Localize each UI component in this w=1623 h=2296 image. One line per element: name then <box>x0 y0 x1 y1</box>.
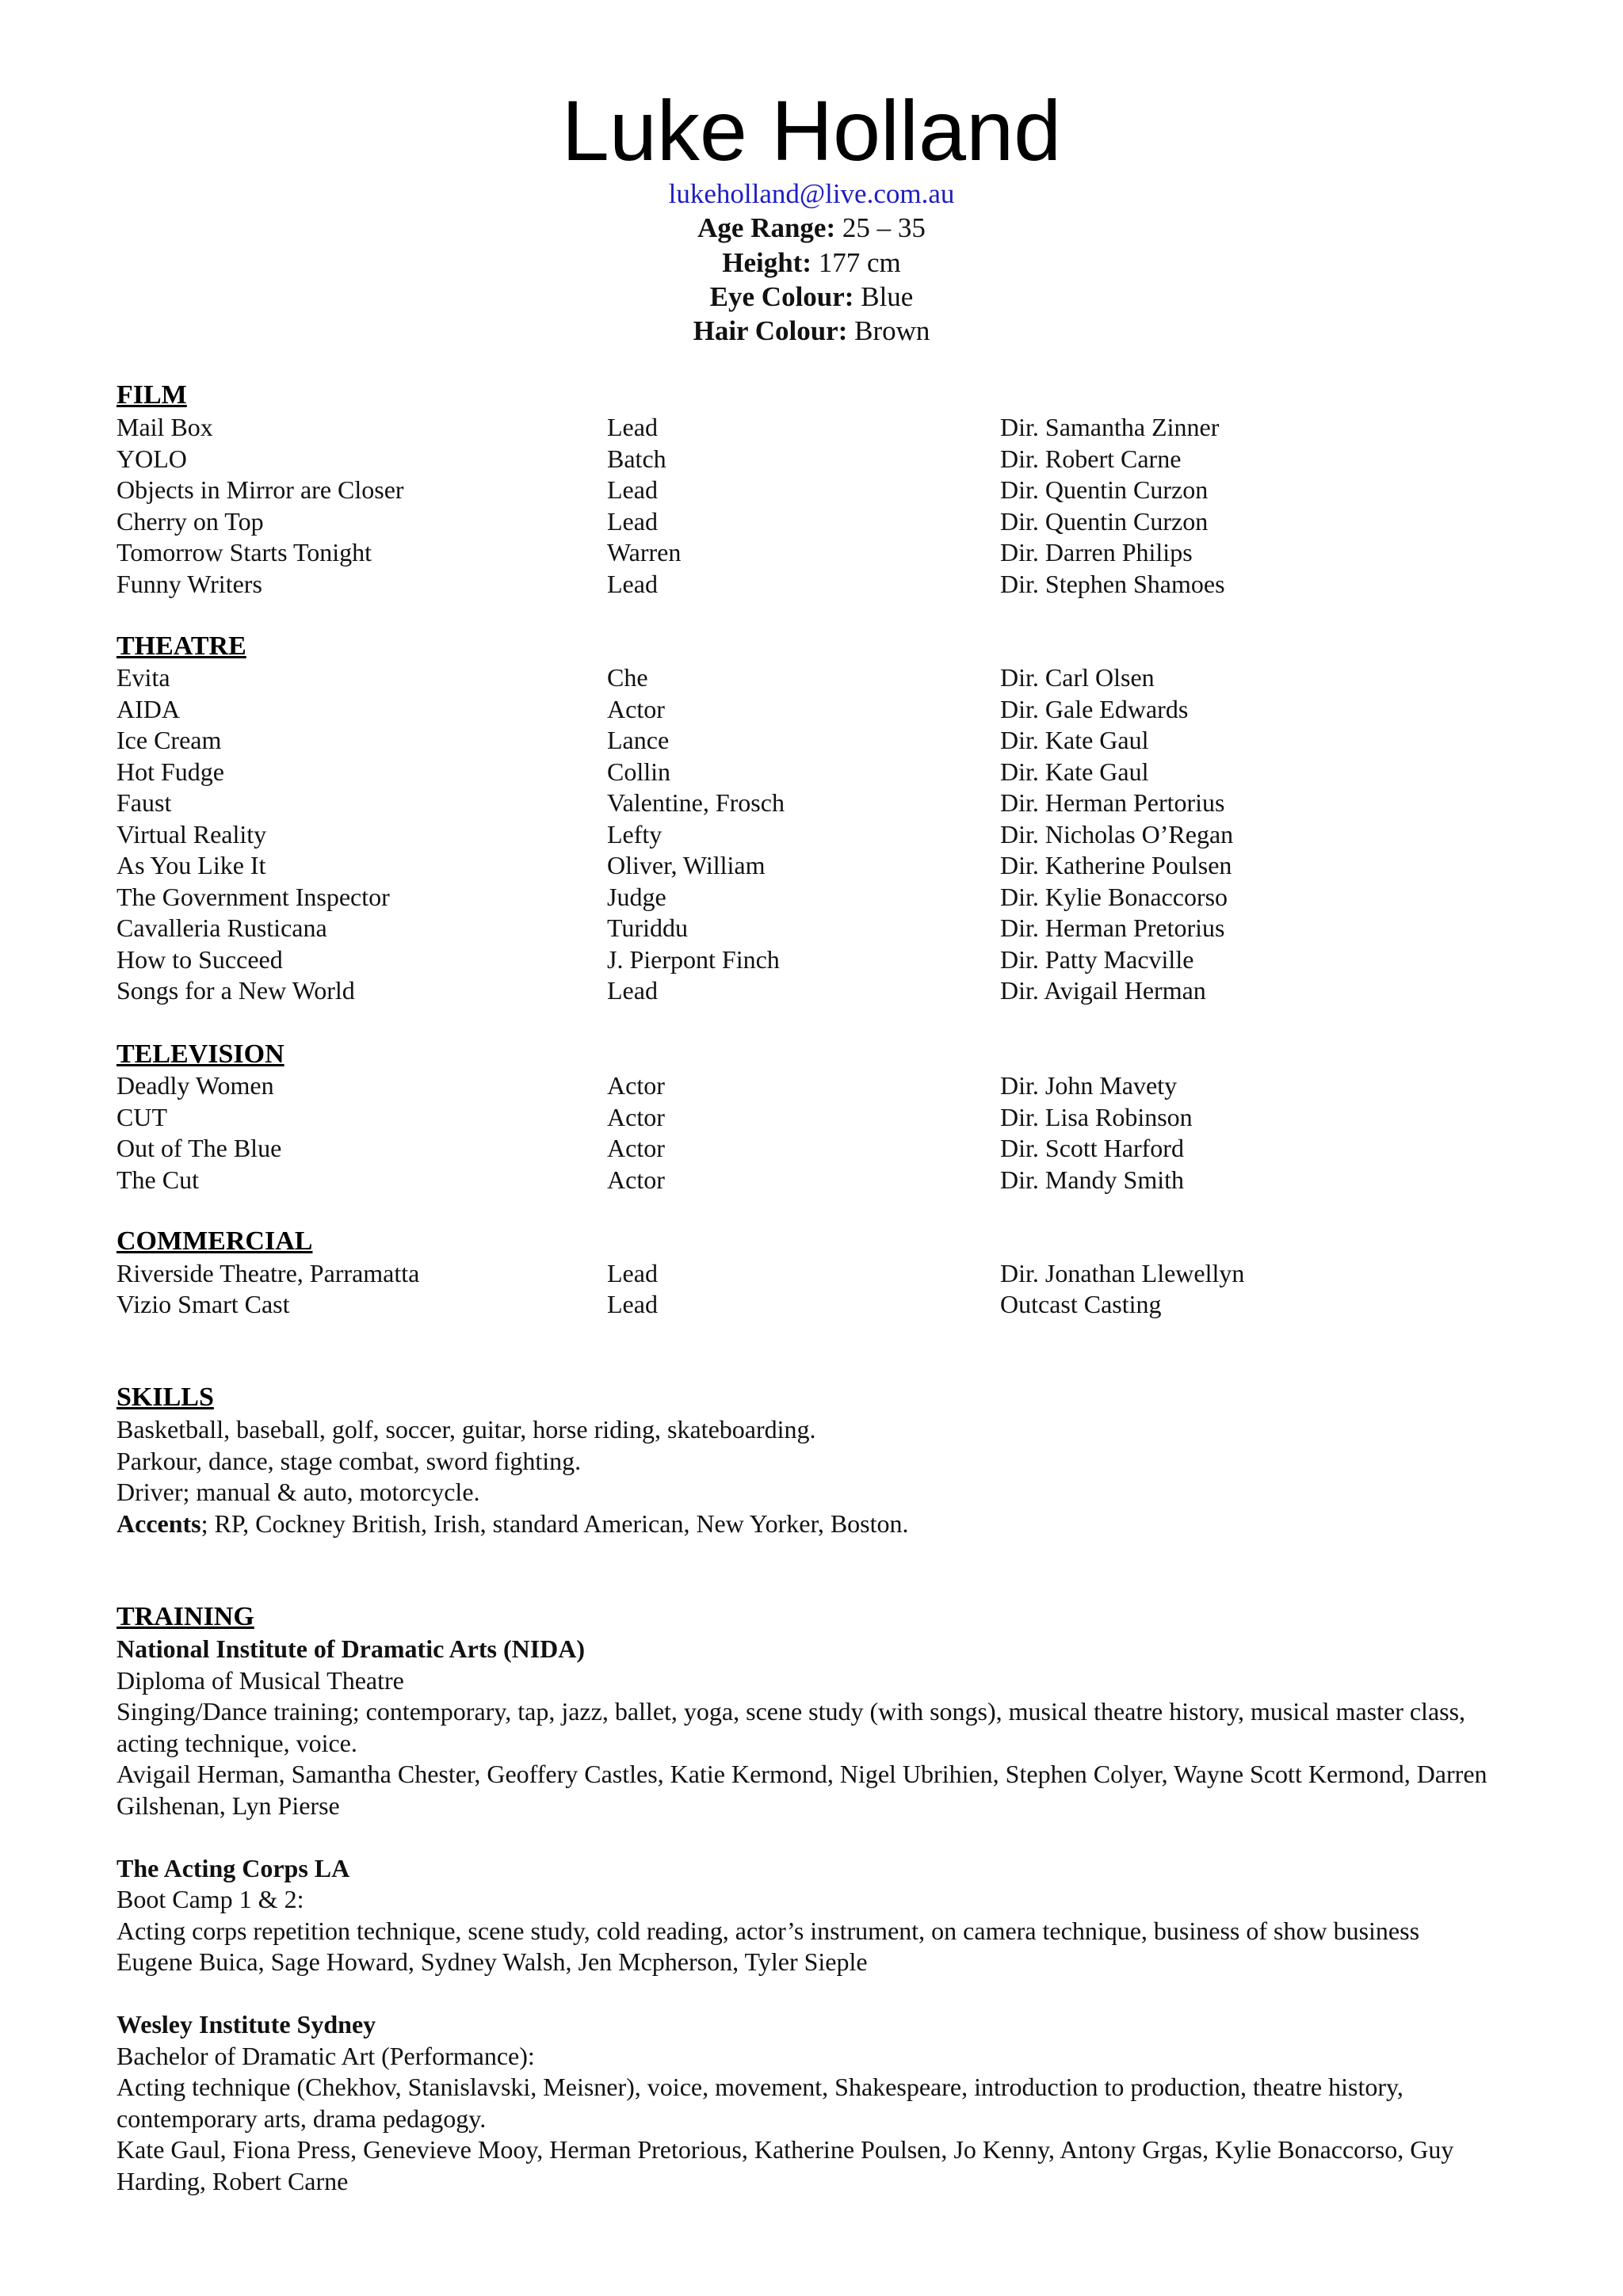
email-line <box>0 177 1623 212</box>
training-course: Diploma of Musical Theatre <box>116 1666 404 1695</box>
credit-role: Actor <box>607 1071 665 1100</box>
age-range-label: Age Range: <box>697 212 836 243</box>
credit-director: Dir. Patty Macville <box>1000 945 1194 974</box>
film-heading: FILM <box>116 380 187 410</box>
credit-row <box>0 818 1623 850</box>
credit-role: Lead <box>607 976 658 1005</box>
commercial-heading: COMMERCIAL <box>116 1226 313 1256</box>
credit-director: Dir. Gale Edwards <box>1000 695 1189 723</box>
credit-role: Oliver, William <box>607 851 766 879</box>
credit-row <box>0 1132 1623 1164</box>
training-school-name: Wesley Institute Sydney <box>116 2010 376 2039</box>
credit-director: Dir. John Mavety <box>1000 1071 1178 1100</box>
credit-director: Dir. Kylie Bonaccorso <box>1000 883 1228 911</box>
credit-role: Lead <box>607 1290 658 1318</box>
credit-role: Actor <box>607 695 665 723</box>
training-description: Acting corps repetition technique, scene study, cold reading, actor’s instrument, on camera technique, business of show business <box>116 1917 1420 1945</box>
credit-director: Dir. Avigail Herman <box>1000 976 1206 1005</box>
credit-title: Cavalleria Rusticana <box>116 913 327 942</box>
credit-director: Dir. Herman Pertorius <box>1000 788 1225 817</box>
credit-row <box>0 756 1623 788</box>
credit-title: Hot Fudge <box>116 757 224 786</box>
age-range-value: 25 – 35 <box>842 212 926 243</box>
credit-row <box>0 1101 1623 1133</box>
credit-director: Dir. Jonathan Llewellyn <box>1000 1259 1245 1287</box>
credit-title: Deadly Women <box>116 1071 274 1100</box>
credit-row <box>0 912 1623 944</box>
credit-title: Cherry on Top <box>116 507 264 536</box>
credit-director: Dir. Mandy Smith <box>1000 1165 1185 1194</box>
skills-line: Basketball, baseball, golf, soccer, guitar, horse riding, skateboarding. <box>116 1415 816 1444</box>
accents-line <box>116 1508 1527 1539</box>
credit-director: Dir. Darren Philips <box>1000 538 1193 566</box>
credit-row <box>0 662 1623 693</box>
credit-role: Actor <box>607 1134 665 1162</box>
credit-title: The Government Inspector <box>116 883 390 911</box>
credit-title: Vizio Smart Cast <box>116 1290 290 1318</box>
credit-role: Valentine, Frosch <box>607 788 785 817</box>
credit-director: Dir. Quentin Curzon <box>1000 475 1209 504</box>
credit-director: Dir. Nicholas O’Regan <box>1000 820 1234 849</box>
credit-role: Turiddu <box>607 913 688 942</box>
eye-colour-label: Eye Colour: <box>709 281 854 312</box>
credit-title: YOLO <box>116 444 187 473</box>
hair-colour-label: Hair Colour: <box>693 315 848 346</box>
credit-director: Dir. Katherine Poulsen <box>1000 851 1232 879</box>
credit-director: Dir. Quentin Curzon <box>1000 507 1209 536</box>
eye-colour-value: Blue <box>861 281 914 312</box>
credit-director: Dir. Lisa Robinson <box>1000 1103 1193 1131</box>
credit-role: Lead <box>607 1259 658 1287</box>
credit-director: Dir. Robert Carne <box>1000 444 1182 473</box>
actor-name: Luke Holland <box>561 82 1062 178</box>
credit-row <box>0 1164 1623 1196</box>
credit-director: Dir. Carl Olsen <box>1000 663 1155 692</box>
credit-row <box>0 787 1623 818</box>
credit-row <box>0 1070 1623 1101</box>
training-teachers: Kate Gaul, Fiona Press, Genevieve Mooy, Herman Pretorious, Katherine Poulsen, Jo Kenny, Antony Grgas, Kylie Bonaccorso, Guy Harding, Robert Carne <box>116 2135 1454 2195</box>
hair-colour-value: Brown <box>854 315 930 346</box>
training-school-name: National Institute of Dramatic Arts (NIDA) <box>116 1634 586 1663</box>
credit-role: Lead <box>607 507 658 536</box>
credit-title: Objects in Mirror are Closer <box>116 475 404 504</box>
credit-row <box>0 411 1623 443</box>
theatre-heading: THEATRE <box>116 631 246 661</box>
credit-director: Dir. Scott Harford <box>1000 1134 1184 1162</box>
credit-row <box>0 536 1623 568</box>
credit-row <box>0 944 1623 975</box>
credit-role: Lead <box>607 570 658 598</box>
height-value: 177 cm <box>818 247 901 278</box>
hair-colour-line <box>0 314 1623 349</box>
credit-title: Faust <box>116 788 172 817</box>
email-link[interactable]: lukeholland@live.com.au <box>668 178 955 209</box>
credit-role: Actor <box>607 1103 665 1131</box>
credit-title: Mail Box <box>116 413 213 441</box>
credit-row <box>0 505 1623 537</box>
training-course: Bachelor of Dramatic Art (Performance): <box>116 2042 535 2070</box>
height-line <box>0 246 1623 280</box>
credit-row <box>0 693 1623 725</box>
credit-row <box>0 568 1623 600</box>
credit-role: Batch <box>607 444 666 473</box>
credit-role: Lance <box>607 726 670 754</box>
credit-role: Lead <box>607 475 658 504</box>
credit-title: AIDA <box>116 695 180 723</box>
credit-role: Collin <box>607 757 671 786</box>
credit-row <box>0 974 1623 1006</box>
skills-heading: SKILLS <box>116 1383 214 1412</box>
accents-label: Accents <box>116 1509 201 1538</box>
credit-director: Dir. Kate Gaul <box>1000 726 1149 754</box>
height-label: Height: <box>722 247 812 278</box>
training-school-name: The Acting Corps LA <box>116 1854 350 1882</box>
age-range-line <box>0 211 1623 246</box>
credit-title: The Cut <box>116 1165 199 1194</box>
eye-colour-line <box>0 280 1623 315</box>
credit-row <box>0 1257 1623 1289</box>
accents-text: ; RP, Cockney British, Irish, standard American, New Yorker, Boston. <box>200 1509 909 1538</box>
credit-role: Warren <box>607 538 682 566</box>
credit-director: Dir. Kate Gaul <box>1000 757 1149 786</box>
credit-title: Tomorrow Starts Tonight <box>116 538 372 566</box>
credit-title: As You Like It <box>116 851 266 879</box>
training-description: Singing/Dance training; contemporary, tap, jazz, ballet, yoga, scene study (with songs), musical theatre history, musical master class, acting technique, voice. <box>116 1697 1466 1757</box>
credit-director: Outcast Casting <box>1000 1290 1162 1318</box>
credit-row <box>0 849 1623 881</box>
credit-director: Dir. Stephen Shamoes <box>1000 570 1225 598</box>
credit-title: Evita <box>116 663 170 692</box>
skills-line: Driver; manual & auto, motorcycle. <box>116 1478 480 1506</box>
credit-title: How to Succeed <box>116 945 283 974</box>
training-teachers: Eugene Buica, Sage Howard, Sydney Walsh, Jen Mcpherson, Tyler Sieple <box>116 1947 868 1976</box>
credit-row <box>0 474 1623 505</box>
training-description: Acting technique (Chekhov, Stanislavski, Meisner), voice, movement, Shakespeare, introduction to production, theatre history, contemporary arts, drama pedagogy. <box>116 2073 1403 2133</box>
credit-title: Songs for a New World <box>116 976 355 1005</box>
credit-director: Dir. Samantha Zinner <box>1000 413 1220 441</box>
credit-title: Ice Cream <box>116 726 222 754</box>
training-teachers: Avigail Herman, Samantha Chester, Geoffery Castles, Katie Kermond, Nigel Ubrihien, Stephen Colyer, Wayne Scott Kermond, Darren Gilshenan, Lyn Pierse <box>116 1760 1487 1820</box>
credit-row <box>0 881 1623 913</box>
credit-title: CUT <box>116 1103 167 1131</box>
credit-role: Lead <box>607 413 658 441</box>
training-course: Boot Camp 1 & 2: <box>116 1885 304 1913</box>
credit-role: J. Pierpont Finch <box>607 945 780 974</box>
credit-title: Virtual Reality <box>116 820 267 849</box>
credit-title: Out of The Blue <box>116 1134 282 1162</box>
credit-row <box>0 1288 1623 1320</box>
credit-role: Che <box>607 663 648 692</box>
credit-role: Judge <box>607 883 666 911</box>
training-heading: TRAINING <box>116 1602 254 1631</box>
credit-role: Actor <box>607 1165 665 1194</box>
skills-line: Parkour, dance, stage combat, sword fighting. <box>116 1447 582 1475</box>
credit-title: Riverside Theatre, Parramatta <box>116 1259 420 1287</box>
credit-director: Dir. Herman Pretorius <box>1000 913 1225 942</box>
credit-title: Funny Writers <box>116 570 262 598</box>
television-heading: TELEVISION <box>116 1039 285 1069</box>
credit-role: Lefty <box>607 820 663 849</box>
credit-row <box>0 724 1623 756</box>
credit-row <box>0 443 1623 475</box>
